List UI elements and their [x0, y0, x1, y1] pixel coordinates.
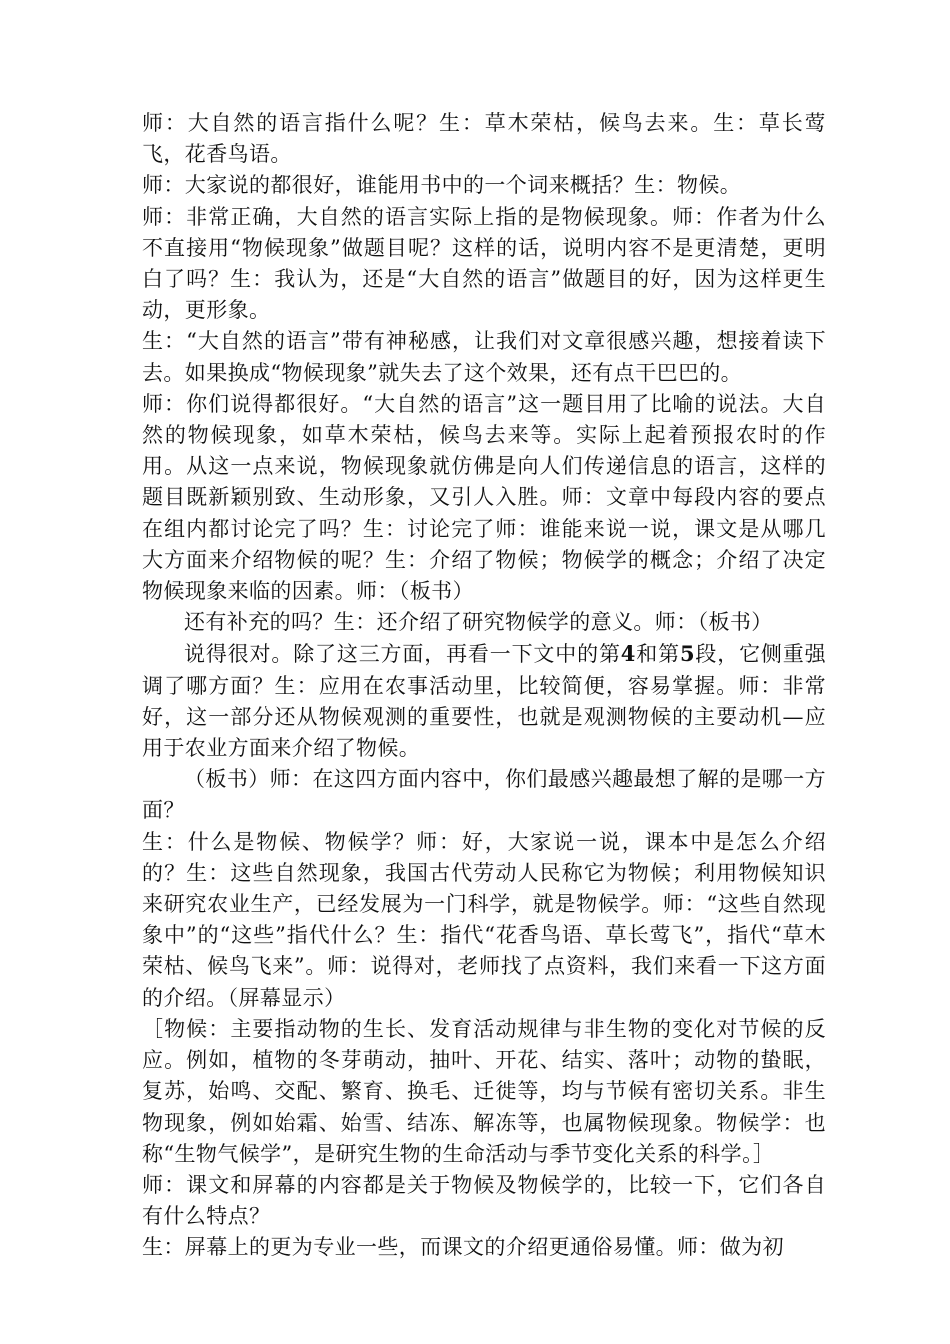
paragraph-12: 生：屏幕上的更为专业一些，而课文的介绍更通俗易懂。师：做为初	[142, 1235, 784, 1260]
paragraph-1: 师：大自然的语言指什么呢？生：草木荣枯，候鸟去来。生：草长莺飞，花香鸟语。	[142, 111, 826, 167]
paragraph-8: （板书）师：在这四方面内容中，你们最感兴趣最想了解的是哪一方面？	[142, 767, 826, 823]
paragraph-2: 师：大家说的都很好，谁能用书中的一个词来概括？生：物候。	[142, 173, 742, 198]
paragraph-7-text-b: 和第	[635, 642, 680, 667]
paragraph-7	[142, 638, 826, 764]
paragraph-9: 生：什么是物候、物候学？师：好，大家说一说，课本中是怎么介绍的？生：这些自然现象，我国古代劳动人民称它为物候；利用物候知识来研究农业生产，已经发展为一门科学，就是物候学。师：“这些自然现象中”的“这些”指代什么？生：指代“花香鸟语、草长莺飞”，指代“草木荣枯、候鸟飞来”。师：说得对，老师找了点资料，我们来看一下这方面的介绍。（屏幕显示）	[142, 829, 826, 1010]
paragraph-3: 师：非常正确，大自然的语言实际上指的是物候现象。师：作者为什么不直接用“物候现象”做题目呢？这样的话，说明内容不是更清楚，更明白了吗？生：我认为，还是“大自然的语言”做题目的好，因为这样更生动，更形象。	[142, 204, 826, 323]
paragraph-7-number-5: 5	[679, 641, 695, 667]
paragraph-7-text-a: 说得很对。除了这三方面，再看一下文中的第	[184, 642, 621, 667]
paragraph-11: 师：课文和屏幕的内容都是关于物候及物候学的，比较一下，它们各自有什么特点？	[142, 1172, 826, 1229]
paragraph-7-number-4: 4	[620, 641, 636, 667]
paragraph-5: 师：你们说得都很好。“大自然的语言”这一题目用了比喻的说法。大自然的物候现象，如草木荣枯，候鸟去来等。实际上起着预报农时的作用。从这一点来说，物候现象就仿佛是向人们传递信息的语言，这样的题目既新颖别致、生动形象，又引人入胜。师：文章中每段内容的要点在组内都讨论完了吗？生：讨论完了师：谁能来说一说，课文是从哪几大方面来介绍物候的呢？生：介绍了物候；物候学的概念；介绍了决定物候现象来临的因素。师：（板书）	[142, 391, 826, 604]
paragraph-6: 还有补充的吗？生：还介绍了研究物候学的意义。师：（板书）	[184, 610, 773, 635]
document-body	[142, 108, 826, 1264]
paragraph-10-screen-quote: ［物候：主要指动物的生长、发育活动规律与非生物的变化对节候的反应。例如，植物的冬芽萌动，抽叶、开花、结实、落叶；动物的蛰眠，复苏，始鸣、交配、繁育、换毛、迁徙等，均与节候有密切关系。非生物现象，例如始霜、始雪、结冻、解冻等，也属物候现象。物候学：也称“生物气候学”，是研究生物的生命活动与季节变化关系的科学。］	[142, 1016, 826, 1166]
paragraph-4: 生：“大自然的语言”带有神秘感，让我们对文章很感兴趣，想接着读下去。如果换成“物候现象”就失去了这个效果，还有点干巴巴的。	[142, 329, 826, 385]
paragraph-7-text-c: 段，它侧重强调了哪方面？生：应用在农事活动里，比较简便，容易掌握。师：非常好，这一部分还从物候观测的重要性，也就是观测物候的主要动机—应用于农业方面来介绍了物候。	[142, 642, 826, 761]
